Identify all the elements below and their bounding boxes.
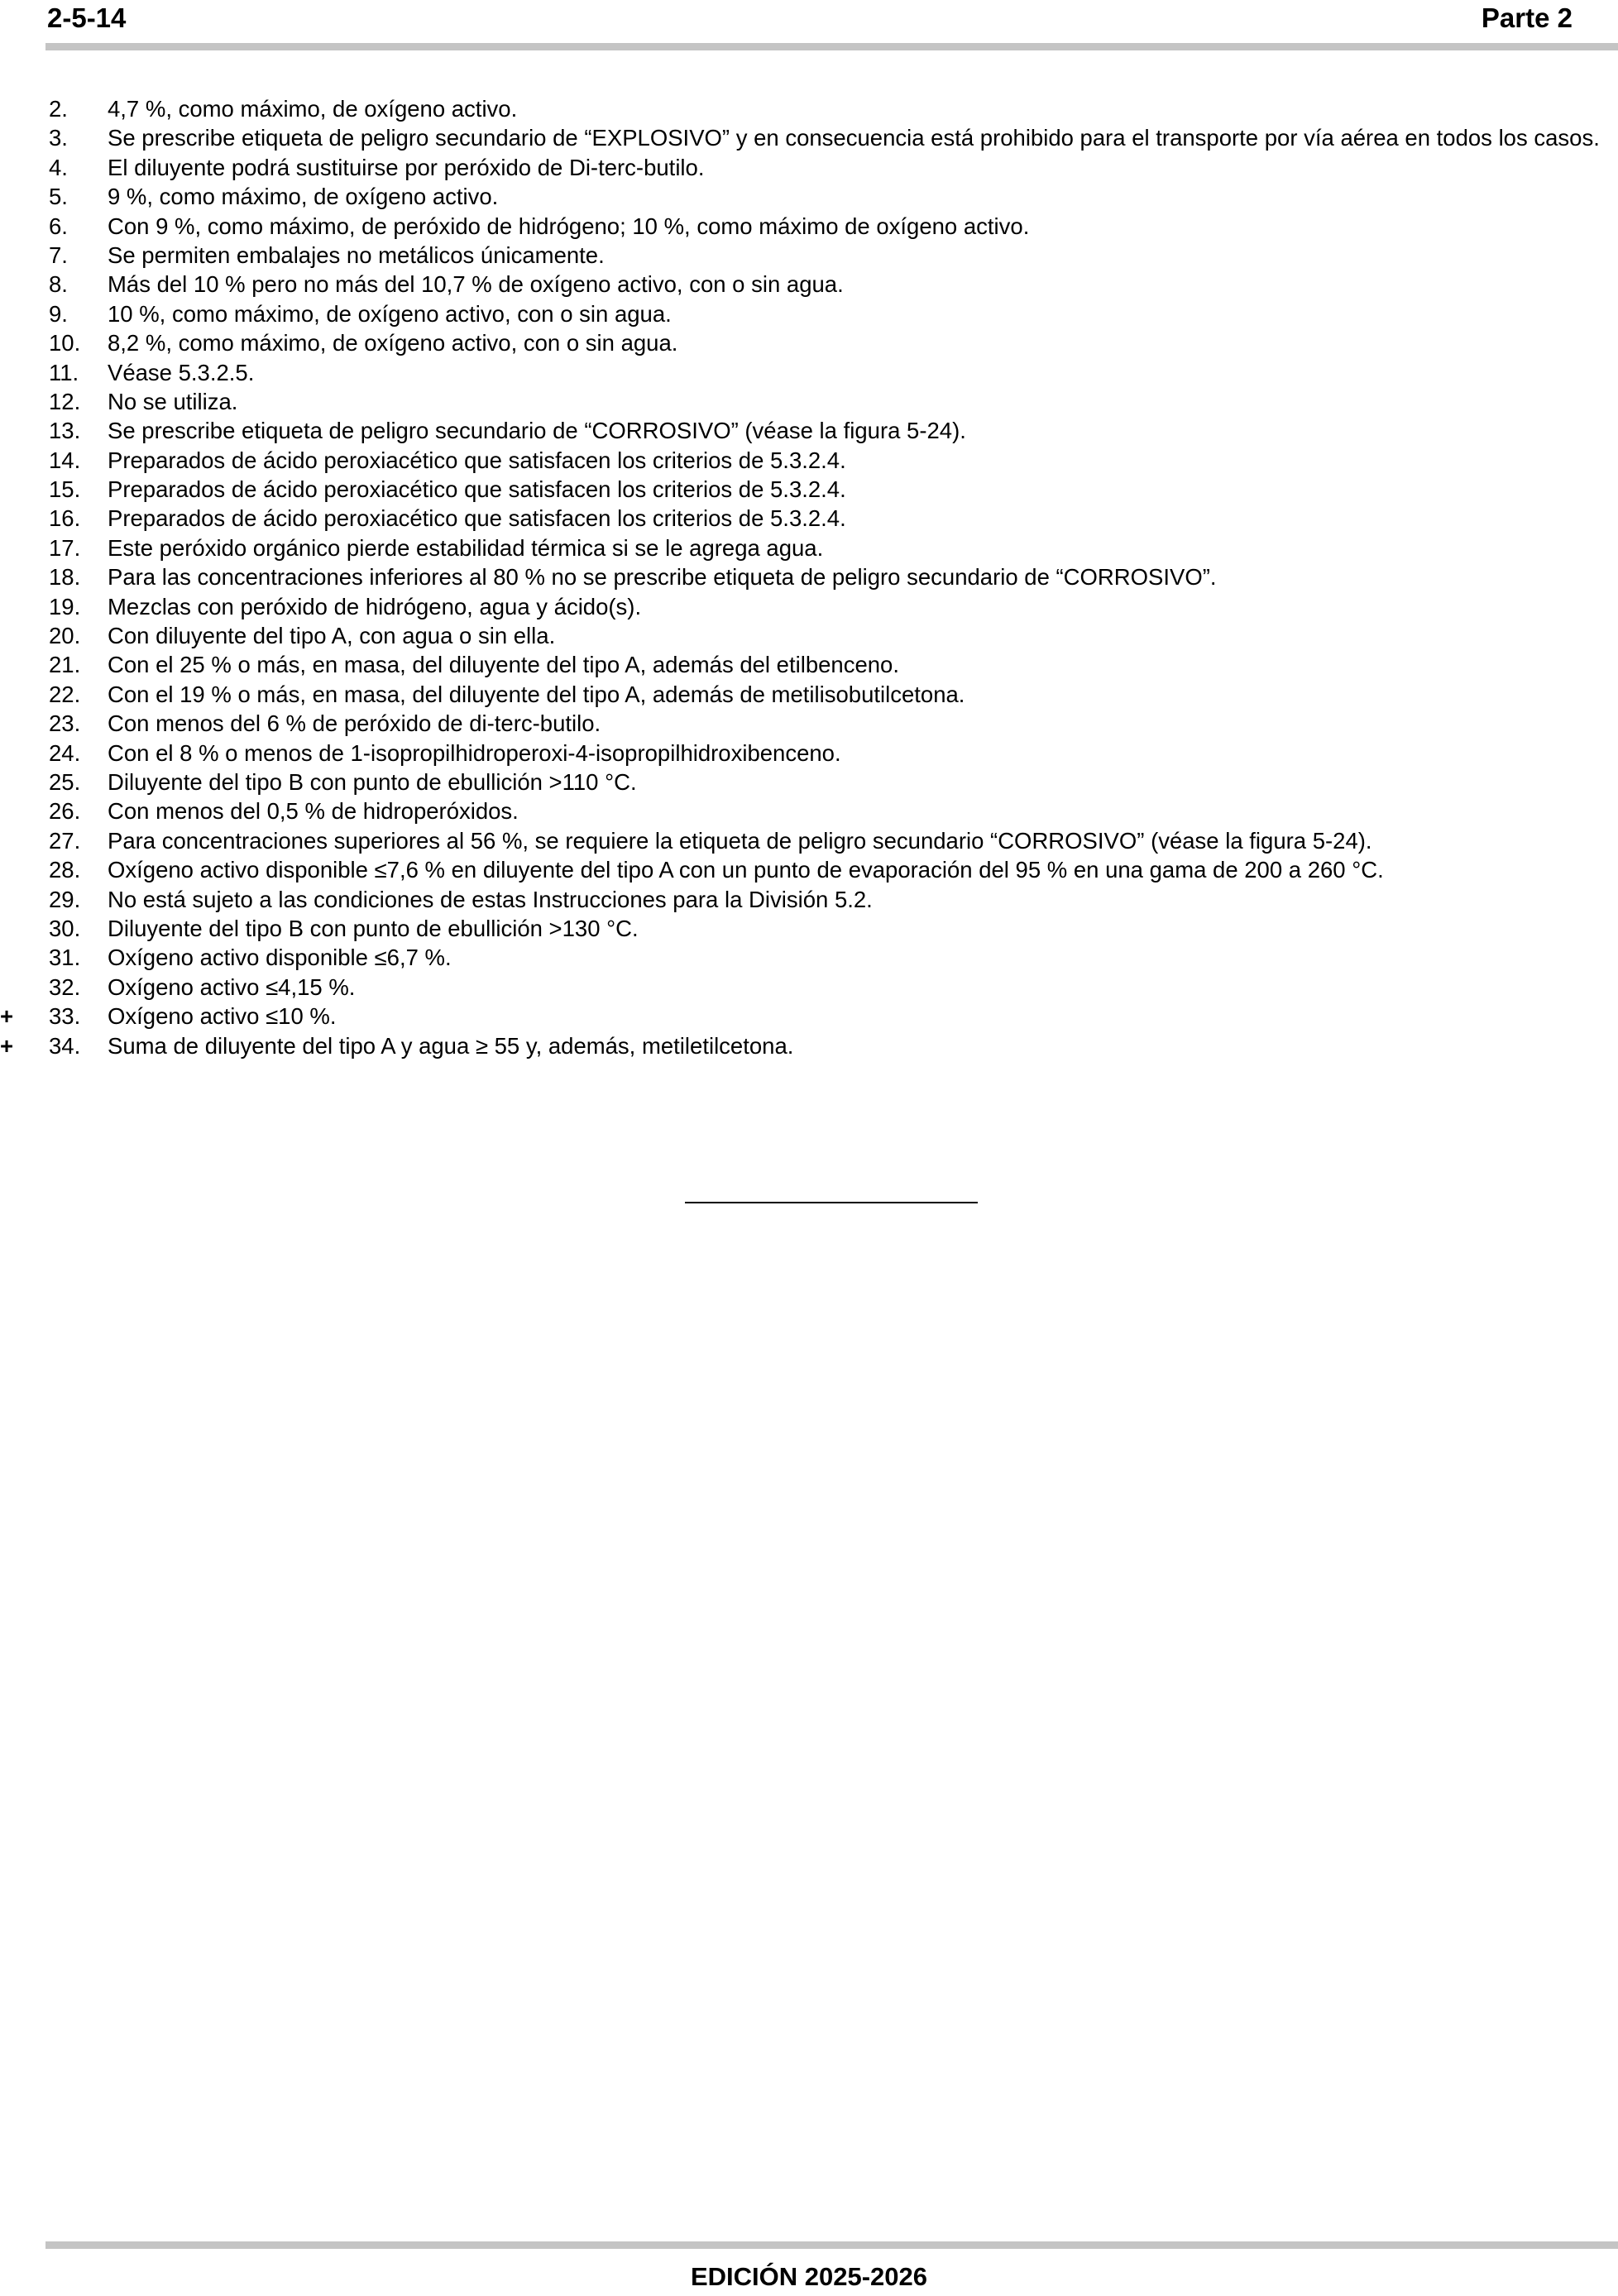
note-number: 14. (49, 447, 81, 473)
note-number: 28. (49, 857, 81, 883)
note-number: 21. (49, 652, 81, 678)
note-item (0, 241, 1618, 270)
revision-mark: + (0, 1003, 14, 1030)
note-text: Se prescribe etiqueta de peligro secundario de “CORROSIVO” (véase la figura 5-24). (108, 418, 966, 444)
note-item (0, 475, 1618, 504)
footer-rule (45, 2241, 1618, 2249)
note-text: Con menos del 0,5 % de hidroperóxidos. (108, 798, 519, 825)
note-number: 7. (49, 242, 68, 268)
note-item (0, 358, 1618, 387)
note-text: Para concentraciones superiores al 56 %, se requiere la etiqueta de peligro secundario “CORROSIVO” (véase la figura 5-24). (108, 827, 1372, 854)
note-number: 19. (49, 593, 81, 619)
note-text: Suma de diluyente del tipo A y agua ≥ 55 y, además, metiletilcetona. (108, 1032, 794, 1059)
end-of-notes-rule (685, 1202, 978, 1203)
note-text: El diluyente podrá sustituirse por peróxido de Di-terc-butilo. (108, 154, 705, 180)
note-number: 22. (49, 681, 81, 707)
edition-footer: EDICIÓN 2025-2026 (690, 2262, 928, 2291)
note-text: Oxígeno activo ≤4,15 %. (108, 973, 356, 1000)
note-item (0, 650, 1618, 679)
note-text: Preparados de ácido peroxiacético que satisfacen los criterios de 5.3.2.4. (108, 476, 846, 503)
note-number: 13. (49, 418, 81, 444)
note-item (0, 182, 1618, 211)
note-number: 20. (49, 623, 81, 649)
note-text: Diluyente del tipo B con punto de ebullición >110 °C. (108, 768, 637, 795)
note-text: Mezclas con peróxido de hidrógeno, agua y ácido(s). (108, 593, 642, 619)
note-number: 11. (49, 359, 79, 385)
note-number: 33. (49, 1003, 81, 1030)
note-number: 16. (49, 505, 81, 532)
note-item (0, 943, 1618, 972)
note-number: 24. (49, 739, 81, 766)
note-number: 9. (49, 300, 68, 327)
note-text: 10 %, como máximo, de oxígeno activo, con o sin agua. (108, 300, 672, 327)
note-number: 2. (49, 96, 68, 122)
note-text: Con diluyente del tipo A, con agua o sin ella. (108, 623, 556, 649)
note-text: Oxígeno activo disponible ≤7,6 % en diluyente del tipo A con un punto de evaporación del 95 % en una gama de 200 a 260 °C. (108, 857, 1384, 883)
note-item (0, 768, 1618, 796)
note-item (0, 212, 1618, 241)
note-text: 8,2 %, como máximo, de oxígeno activo, con o sin agua. (108, 330, 678, 356)
note-text: Oxígeno activo ≤10 %. (108, 1003, 337, 1030)
header-rule (45, 43, 1618, 50)
note-text: Diluyente del tipo B con punto de ebullición >130 °C. (108, 915, 639, 941)
page-header (45, 0, 1573, 40)
note-number: 25. (49, 768, 81, 795)
note-item (0, 446, 1618, 475)
note-item (0, 533, 1618, 562)
note-text: Con menos del 6 % de peróxido de di-terc-butilo. (108, 710, 601, 737)
note-text: Con el 25 % o más, en masa, del diluyente del tipo A, además del etilbenceno. (108, 652, 899, 678)
note-number: 30. (49, 915, 81, 941)
note-number: 6. (49, 213, 68, 239)
note-text: Se permiten embalajes no metálicos únicamente. (108, 242, 605, 268)
note-item (0, 504, 1618, 533)
note-item (0, 914, 1618, 943)
note-number: 34. (49, 1032, 81, 1059)
note-item (0, 739, 1618, 768)
note-item (0, 270, 1618, 299)
note-item (0, 621, 1618, 650)
note-item (0, 709, 1618, 738)
part-label: Parte 2 (1481, 2, 1573, 33)
note-text: No se utiliza. (108, 388, 238, 414)
note-item (0, 826, 1618, 855)
note-item (0, 562, 1618, 591)
note-number: 8. (49, 271, 68, 298)
note-text: Con el 19 % o más, en masa, del diluyente del tipo A, además de metilisobutilcetona. (108, 681, 965, 707)
note-item (0, 387, 1618, 416)
note-text: Este peróxido orgánico pierde estabilidad térmica si se le agrega agua. (108, 534, 824, 561)
note-item (0, 680, 1618, 709)
note-text: Con el 8 % o menos de 1-isopropilhidroperoxi-4-isopropilhidroxibenceno. (108, 739, 841, 766)
note-item (0, 1002, 1618, 1031)
revision-mark: + (0, 1032, 14, 1059)
notes-list (0, 94, 1618, 1060)
note-item (0, 592, 1618, 621)
note-item (0, 299, 1618, 328)
note-item (0, 1031, 1618, 1060)
note-number: 5. (49, 184, 68, 210)
note-number: 12. (49, 388, 81, 414)
note-item (0, 796, 1618, 825)
note-number: 18. (49, 564, 81, 591)
note-text: Con 9 %, como máximo, de peróxido de hidrógeno; 10 %, como máximo de oxígeno activo. (108, 213, 1030, 239)
note-item (0, 885, 1618, 914)
note-number: 23. (49, 710, 81, 737)
note-text: 4,7 %, como máximo, de oxígeno activo. (108, 96, 518, 122)
note-item (0, 328, 1618, 357)
note-number: 27. (49, 827, 81, 854)
note-text: Se prescribe etiqueta de peligro secundario de “EXPLOSIVO” y en consecuencia está prohibido para el transporte por vía aérea en todos los casos. (108, 125, 1600, 151)
note-item (0, 416, 1618, 445)
note-text: Preparados de ácido peroxiacético que satisfacen los criterios de 5.3.2.4. (108, 447, 846, 473)
note-text: Véase 5.3.2.5. (108, 359, 255, 385)
page-reference: 2-5-14 (47, 2, 127, 33)
note-text: Para las concentraciones inferiores al 80 % no se prescribe etiqueta de peligro secundario de “CORROSIVO”. (108, 564, 1217, 591)
note-number: 32. (49, 973, 81, 1000)
note-number: 31. (49, 945, 81, 971)
note-number: 17. (49, 534, 81, 561)
note-text: Oxígeno activo disponible ≤6,7 %. (108, 945, 452, 971)
note-text: 9 %, como máximo, de oxígeno activo. (108, 184, 499, 210)
note-item (0, 973, 1618, 1002)
note-number: 10. (49, 330, 81, 356)
note-text: Preparados de ácido peroxiacético que satisfacen los criterios de 5.3.2.4. (108, 505, 846, 532)
note-number: 4. (49, 154, 68, 180)
note-item (0, 153, 1618, 182)
note-number: 15. (49, 476, 81, 503)
note-item (0, 123, 1618, 152)
note-number: 26. (49, 798, 81, 825)
note-number: 29. (49, 886, 81, 912)
note-text: No está sujeto a las condiciones de estas Instrucciones para la División 5.2. (108, 886, 873, 912)
note-text: Más del 10 % pero no más del 10,7 % de oxígeno activo, con o sin agua. (108, 271, 844, 298)
note-number: 3. (49, 125, 68, 151)
note-item (0, 855, 1618, 884)
note-item (0, 94, 1618, 123)
